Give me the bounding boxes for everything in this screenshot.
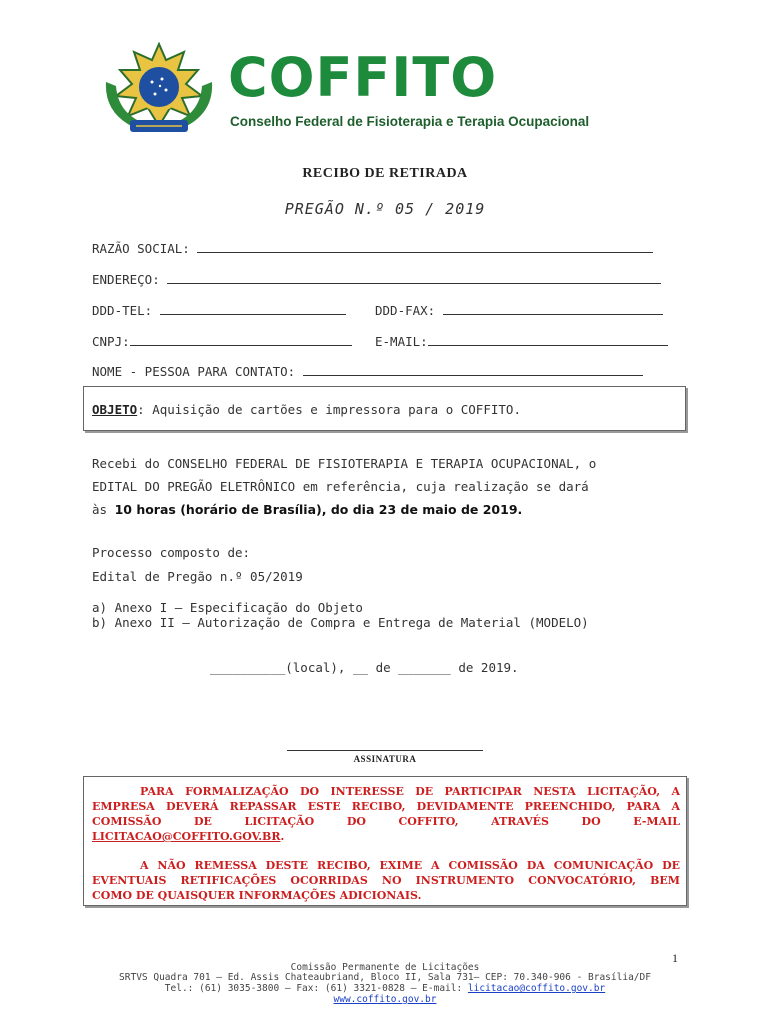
notice-p2-line-1: A NÃO REMESSA DESTE RECIBO, EXIME A COMISSÃO DA COMUNICAÇÃO DE: [140, 859, 680, 872]
objeto-text: [92, 402, 521, 417]
receipt-line-3-pre: às: [92, 502, 115, 517]
receipt-line-2: EDITAL DO PREGÃO ELETRÔNICO em referência, cuja realização se dará: [92, 479, 589, 494]
cnpj-label: CNPJ:: [92, 334, 130, 349]
ddd-fax-row: [375, 302, 663, 318]
endereco-field[interactable]: [167, 271, 661, 284]
notice-p1-end: .: [280, 830, 285, 843]
contato-label: NOME - PESSOA PARA CONTATO:: [92, 364, 296, 379]
email-field[interactable]: [428, 333, 668, 346]
footer-website-link[interactable]: www.coffito.gov.br: [333, 994, 437, 1005]
notice-p1-line-1: PARA FORMALIZAÇÃO DO INTERESSE DE PARTICIPAR NESTA LICITAÇÃO, A: [140, 785, 680, 798]
page-subtitle: PREGÃO N.º 05 / 2019: [284, 200, 486, 218]
cnpj-field[interactable]: [130, 333, 352, 346]
signature-line: [287, 750, 483, 751]
notice-paragraph-2: [92, 858, 680, 903]
ddd-tel-label: DDD-TEL:: [92, 303, 153, 318]
razao-social-field[interactable]: [197, 240, 653, 253]
process-edital: Edital de Pregão n.º 05/2019: [92, 569, 303, 584]
contato-field[interactable]: [303, 363, 643, 376]
footer-website: [0, 994, 770, 1005]
receipt-line-1: Recebi do CONSELHO FEDERAL DE FISIOTERAPIA E TERAPIA OCUPACIONAL, o: [92, 456, 597, 471]
date-line: __________(local), __ de _______ de 2019.: [210, 660, 519, 675]
page-number: 1: [672, 951, 678, 965]
annex-b: b) Anexo II – Autorização de Compra e Entrega de Material (MODELO): [92, 615, 589, 630]
footer-contacts: [0, 983, 770, 994]
receipt-date-time: 10 horas (horário de Brasília), do dia 23 de maio de 2019.: [114, 502, 523, 517]
receipt-line-3: [92, 502, 522, 517]
notice-p1-line-2: EMPRESA DEVERÁ REPASSAR ESTE RECIBO, DEVIDAMENTE PREENCHIDO, PARA A: [92, 800, 680, 813]
page-title: RECIBO DE RETIRADA: [302, 166, 468, 181]
ddd-tel-field[interactable]: [160, 302, 346, 315]
footer-committee: Comissão Permanente de Licitações: [290, 962, 480, 973]
endereco-row: [92, 271, 661, 287]
notice-p1-line-3: COMISSÃO DE LICITAÇÃO DO COFFITO, ATRAVÉS DO E-MAIL: [92, 815, 680, 828]
razao-social-row: [92, 240, 653, 256]
process-heading: Processo composto de:: [92, 545, 251, 560]
email-label: E-MAIL:: [375, 334, 428, 349]
endereco-label: ENDEREÇO:: [92, 272, 160, 287]
brazil-coat-of-arms-icon: [100, 42, 218, 138]
annex-a: a) Anexo I – Especificação do Objeto: [92, 600, 363, 615]
notice-email-link[interactable]: LICITACAO@COFFITO.GOV.BR: [92, 830, 281, 843]
objeto-description: : Aquisição de cartões e impressora para o COFFITO.: [137, 402, 521, 417]
footer-address: SRTVS Quadra 701 – Ed. Assis Chateaubriand, Bloco II, Sala 731– CEP: 70.340-906 - Brasília/DF: [119, 972, 651, 983]
cnpj-row: [92, 333, 352, 349]
notice-p2-line-2: EVENTUAIS RETIFICAÇÕES OCORRIDAS NO INSTRUMENTO CONVOCATÓRIO, BEM: [92, 874, 680, 887]
email-row: [375, 333, 668, 349]
footer-phone-fax: Tel.: (61) 3035-3800 – Fax: (61) 3321-0828 – E-mail:: [164, 983, 468, 994]
notice-paragraph-1: [92, 784, 680, 844]
brand-name: COFFITO: [228, 46, 498, 109]
ddd-fax-field[interactable]: [443, 302, 663, 315]
ddd-tel-row: [92, 302, 346, 318]
ddd-fax-label: DDD-FAX:: [375, 303, 436, 318]
contato-row: [92, 363, 643, 379]
razao-social-label: RAZÃO SOCIAL:: [92, 241, 190, 256]
brand-subtitle: Conselho Federal de Fisioterapia e Terapia Ocupacional: [230, 114, 590, 129]
signature-label: ASSINATURA: [353, 754, 417, 764]
footer-email-link[interactable]: licitacao@coffito.gov.br: [467, 983, 606, 994]
notice-p2-line-3: COMO DE QUAISQUER INFORMAÇÕES ADICIONAIS.: [92, 889, 422, 902]
objeto-label: OBJETO: [92, 402, 138, 417]
